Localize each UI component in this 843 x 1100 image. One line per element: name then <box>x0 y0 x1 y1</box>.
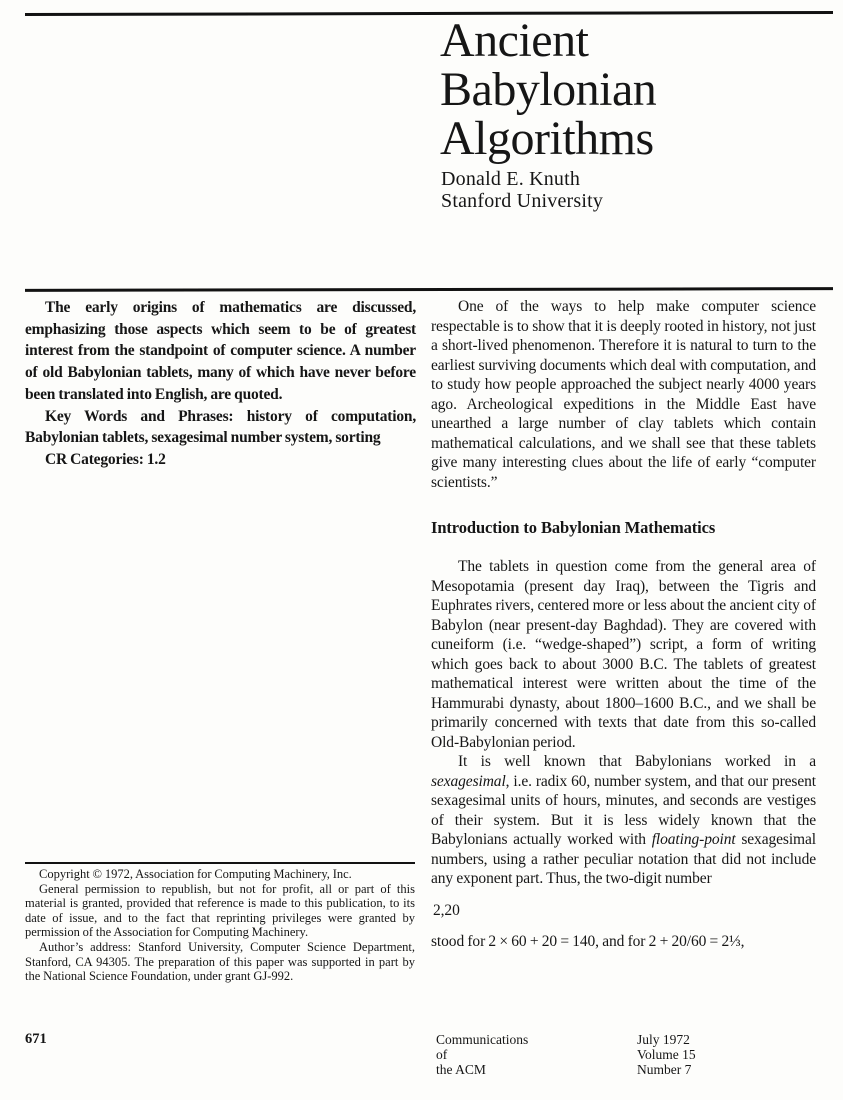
right-column <box>431 297 816 952</box>
intro-paragraph: One of the ways to help make computer science respectable is to show that it is deeply rooted in history, not just a short-lived phenomenon. Therefore it is natural to turn to the earliest surviving documents which deal with computation, and to study how people approached the subject nearly 4000 years ago. Archeological expeditions in the Middle East have unearthed a large number of clay tablets which contain mathematical calculations, and we shall see that these tablets give many interesting clues about the life of early “computer scientists.” <box>431 298 816 491</box>
abstract-keywords: Key Words and Phrases: history of computation, Babylonian tablets, sexagesimal number system, sorting <box>25 407 416 447</box>
journal-line-1: Communications <box>436 1032 529 1047</box>
title-line-2: Babylonian <box>440 63 657 116</box>
floating-point-italic-term: floating-point <box>651 831 736 848</box>
abstract-rule <box>25 287 833 292</box>
title-line-1: Ancient <box>440 14 589 67</box>
sexagesimal-paragraph <box>431 752 816 889</box>
section-heading: Introduction to Babylonian Mathematics <box>431 518 716 537</box>
abstract-cr-categories: CR Categories: 1.2 <box>45 450 166 468</box>
left-column <box>25 297 416 471</box>
permission-paragraph: General permission to republish, but not for profit, all or part of this material is granted, provided that reference is made to this publication, to its date of issue, and to the fact that reprinting privileges were granted by permission of the Association for Computing Machinery. <box>25 881 415 940</box>
page-number: 671 <box>25 1031 47 1047</box>
sexagesimal-part2: , i.e. radix 60, number system, and that our present sexagesimal units of hours, minutes, and seconds are vestiges of their system. But it is less widely known that the Babylonians actually worked with <box>431 772 816 848</box>
issue-info <box>637 1032 696 1078</box>
display-number: 2,20 <box>433 901 460 919</box>
author-address-paragraph: Author’s address: Stanford University, Computer Science Department, Stanford, CA 94305. The preparation of this paper was supported in part by the National Science Foundation, under grant GJ-992. <box>25 939 415 984</box>
abstract <box>25 297 416 471</box>
sexagesimal-part1: It is well known that Babylonians worked in a <box>458 753 816 770</box>
copyright-line: Copyright © 1972, Association for Computing Machinery, Inc. <box>39 867 352 881</box>
author-name: Donald E. Knuth <box>441 168 581 190</box>
stood-for-paragraph: stood for 2 × 60 + 20 = 140, and for 2 + 20/60 = 2⅓, <box>431 933 745 950</box>
journal-name <box>436 1032 528 1078</box>
journal-line-3: the ACM <box>436 1062 486 1078</box>
article-title <box>440 16 835 163</box>
sexagesimal-part3: sexagesimal numbers, using a rather peculiar notation that did not include any exponent part. Thus, the two-digit number <box>431 831 816 887</box>
title-line-3: Algorithms <box>440 112 654 165</box>
tablets-paragraph: The tablets in question come from the general area of Mesopotamia (present day Iraq), between the Tigris and Euphrates rivers, centered more or less about the ancient city of Babylon (near present-day Baghdad). They are covered with cuneiform (i.e. “wedge-shaped”) script, a form of writing which goes back to about 3000 B.C. The tablets of greatest mathematical interest were written about the time of the Hammurabi dynasty, about 1800–1600 B.C., and we shall be primarily concerned with texts that date from this so-called Old-Babylonian period. <box>431 558 816 751</box>
byline <box>441 169 603 212</box>
abstract-text: The early origins of mathematics are discussed, emphasizing those aspects which seem to be of greatest interest from the standpoint of computer science. A number of old Babylonian tablets, many of which have never before been translated into English, are quoted. <box>25 299 416 403</box>
sexagesimal-italic-term: sexagesimal <box>431 772 506 790</box>
issue-date: July 1972 <box>637 1032 690 1047</box>
issue-volume: Volume 15 <box>637 1047 696 1063</box>
issue-number: Number 7 <box>637 1062 692 1078</box>
author-affiliation: Stanford University <box>441 189 604 212</box>
journal-line-2: of <box>436 1047 448 1063</box>
copyright-footnote <box>25 867 415 984</box>
footnote-rule <box>25 862 415 864</box>
